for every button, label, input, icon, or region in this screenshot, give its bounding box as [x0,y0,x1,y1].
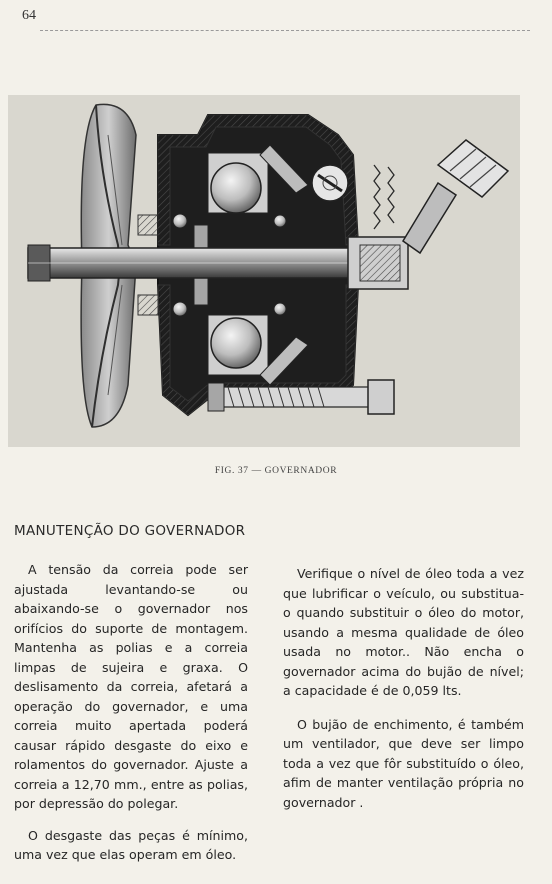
flyweight-ball-upper [211,163,261,213]
paragraph: O desgaste das peças é mínimo, uma vez que elas operam em óleo. [14,827,248,862]
header-rule [40,30,530,31]
paragraph: O bujão de enchimento, é também um ventilador, que deve ser limpo toda a vez que fôr substituído o óleo, afim de manter ventilação própria no governador . [283,716,524,810]
page-number: 64 [22,8,36,23]
governor-figure [8,95,520,447]
flyweight-ball-lower [211,318,261,368]
left-text-column [14,560,248,877]
paragraph: Verifique o nível de óleo toda a vez que lubrificar o veículo, ou substitua-o quando substituir o óleo do motor, usando a mesma qualidade de óleo usada no motor.. Não encha o governador acima do bujão de nível; a capacidade é de 0,059 lts. [283,566,524,698]
right-text-column [283,564,524,826]
governor-cross-section-illustration [8,95,520,447]
paragraph: A tensão da correia pode ser ajustada levantando-se ou abaixando-se o governador nos orifícios do suporte de montagem. Mantenha as polias e a correia limpas de sujeira e graxa. O deslisamento da correia, afetará a operação do governador, e uma correia muito apertada poderá causar rápido desgaste do eixo e rolamentos do governador. Ajuste a correia a 12,70 mm., entre as polias, por depressão do polegar. [14,562,248,811]
level-plug [312,165,348,201]
main-shaft [28,245,368,281]
section-heading: MANUTENÇÃO DO GOVERNADOR [14,523,246,539]
figure-caption: FIG. 37 — GOVERNADOR [214,466,338,476]
